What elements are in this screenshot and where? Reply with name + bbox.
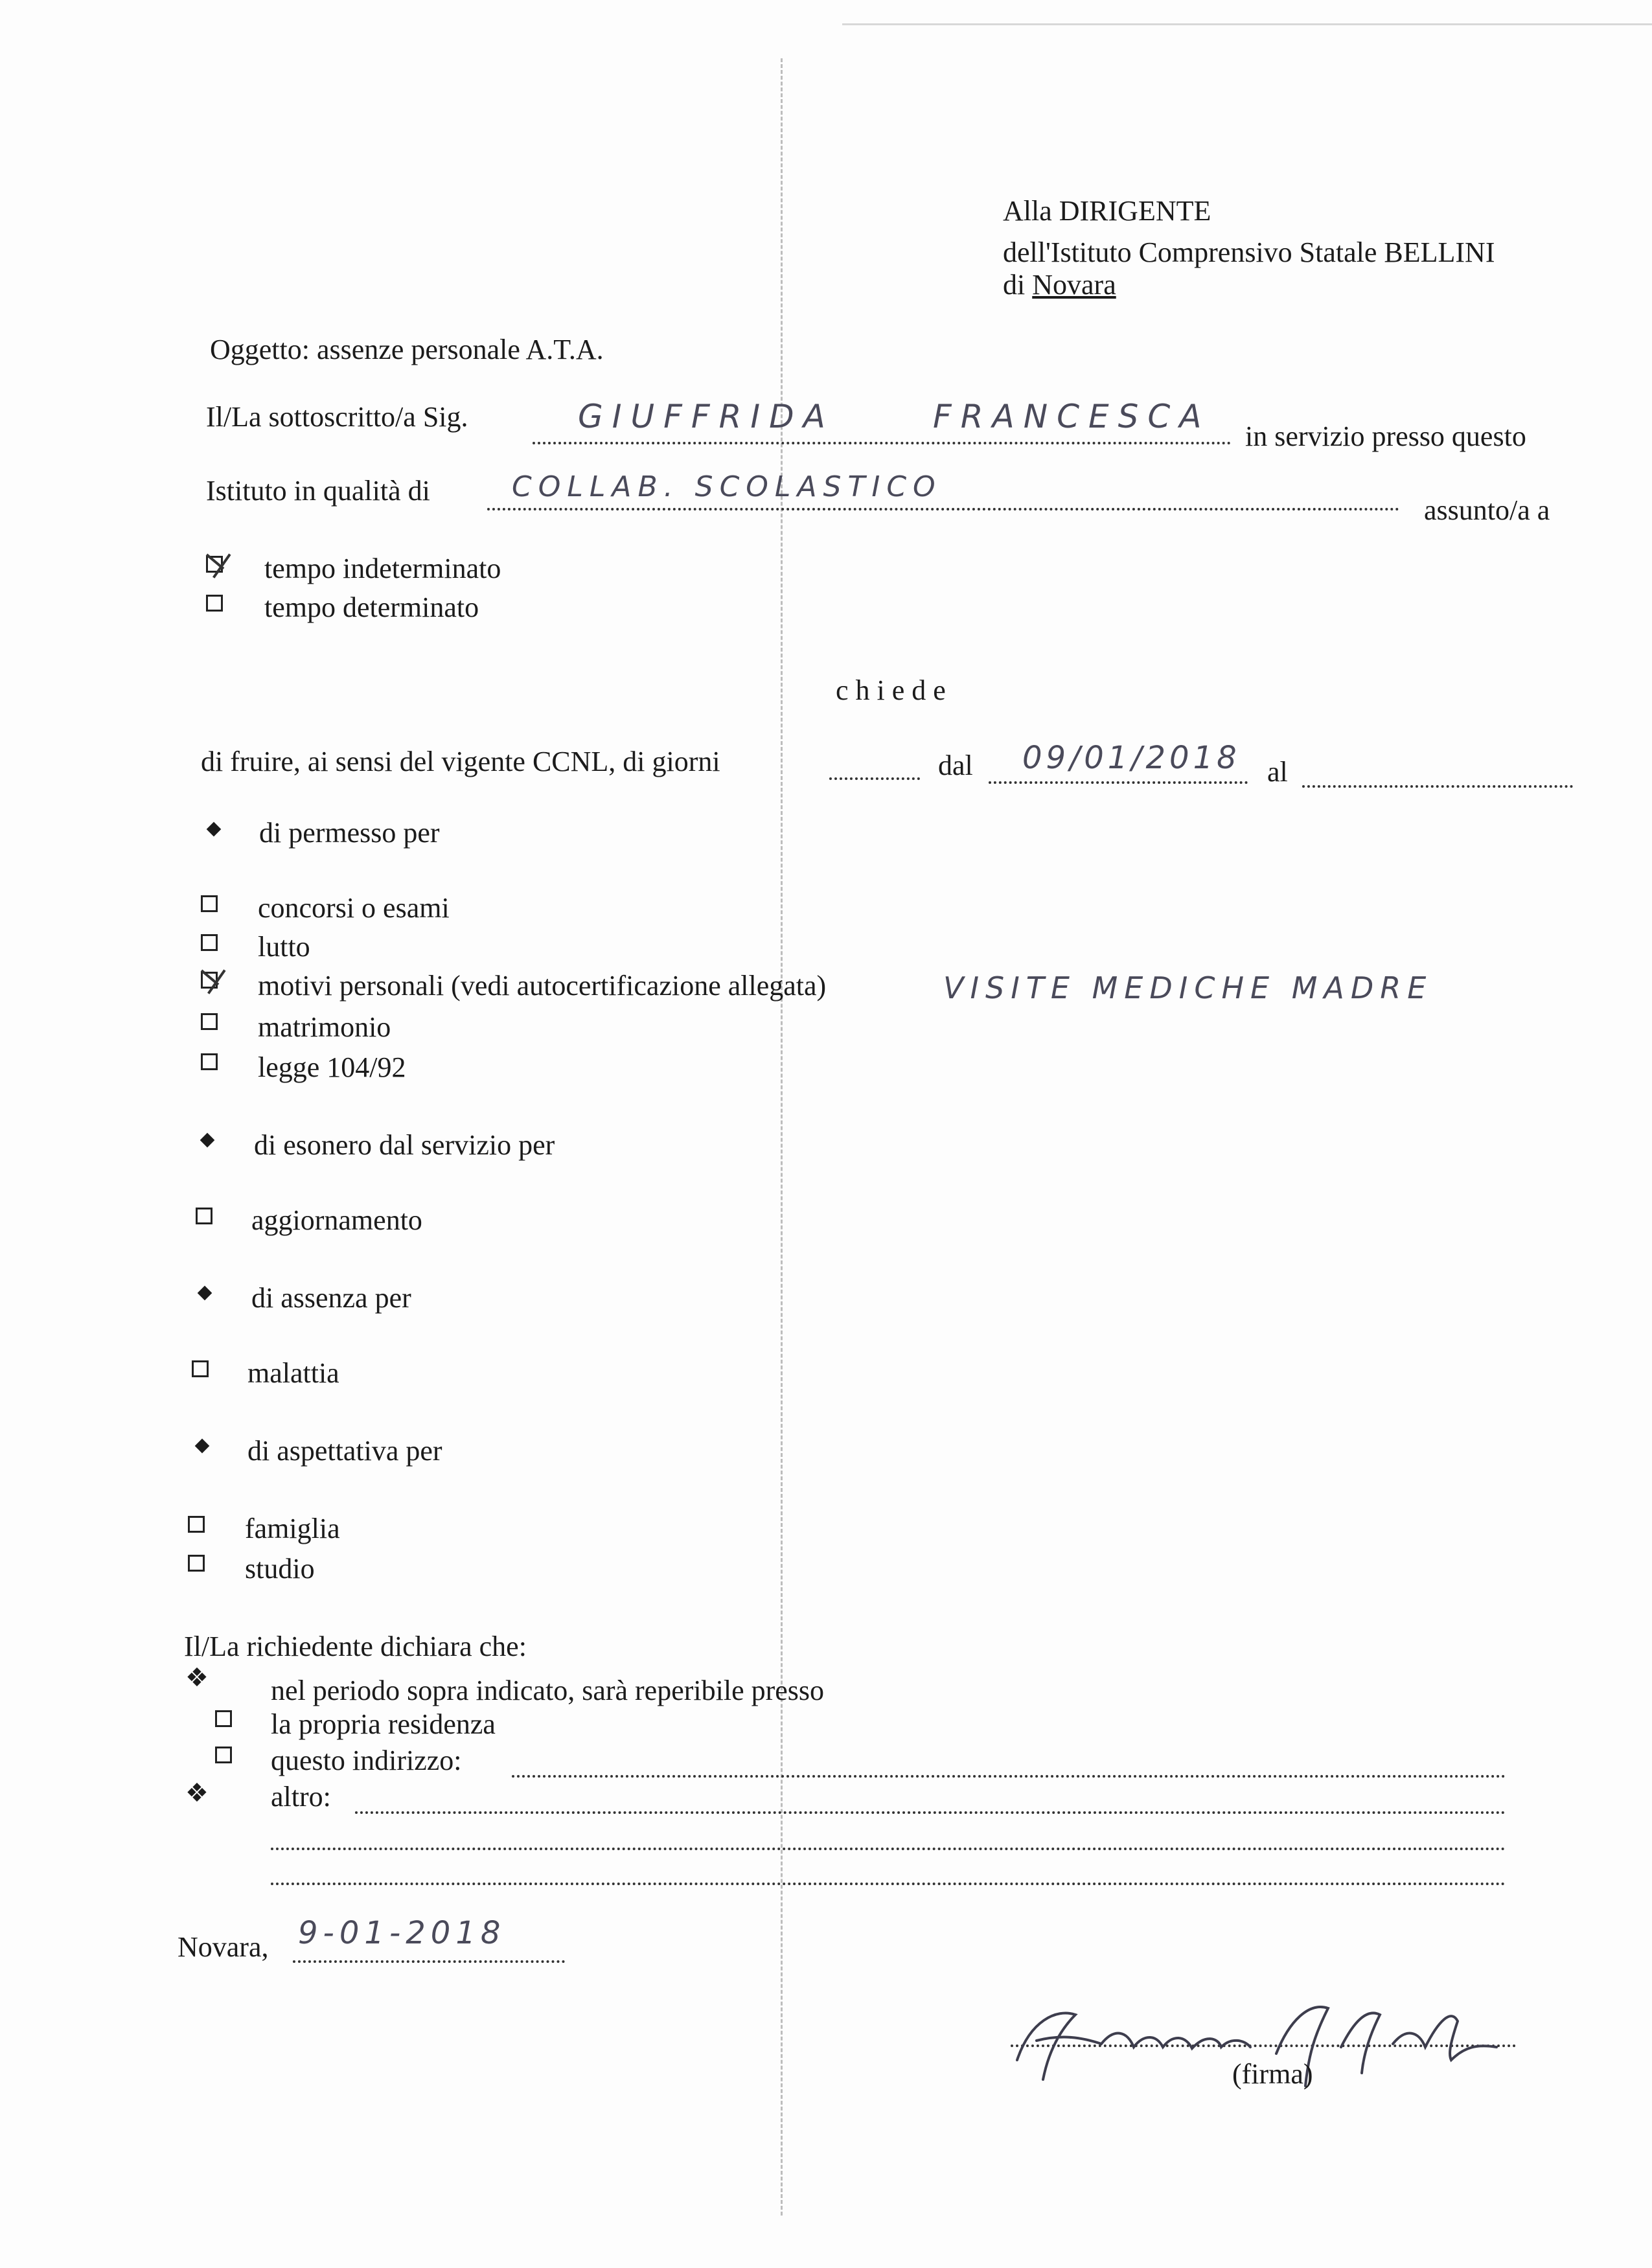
checkbox-tempo-determinato[interactable]	[206, 595, 223, 612]
esonero-title: di esonero dal servizio per	[254, 1129, 555, 1161]
label-lutto: lutto	[258, 931, 310, 963]
date-dotted-line	[293, 1960, 565, 1963]
dal-label: dal	[938, 750, 973, 781]
label-famiglia: famiglia	[245, 1513, 340, 1544]
bullet-fleuron-icon: ❖	[185, 1663, 209, 1693]
label-tempo-determinato: tempo determinato	[264, 591, 479, 623]
aspettativa-title: di aspettativa per	[247, 1435, 442, 1467]
al-dotted-line	[1302, 785, 1573, 788]
bullet-fleuron-icon: ❖	[185, 1778, 209, 1808]
label-concorsi: concorsi o esami	[258, 892, 450, 924]
motivo-note-handwritten: VISITE MEDICHE MADRE	[943, 970, 1433, 1005]
dichiarazione-title: Il/La richiedente dichiara che:	[184, 1631, 527, 1662]
fold-line	[781, 58, 783, 2216]
checkbox-propria-residenza[interactable]	[215, 1710, 232, 1727]
giorni-label: di fruire, ai sensi del vigente CCNL, di giorni	[201, 746, 720, 777]
checkbox-lutto[interactable]	[201, 934, 218, 951]
checkbox-studio[interactable]	[188, 1555, 205, 1572]
label-altro: altro:	[271, 1781, 331, 1813]
checkbox-malattia[interactable]	[192, 1360, 209, 1377]
name-first-handwritten: GIUFFRIDA	[578, 398, 834, 435]
label-propria-residenza: la propria residenza	[271, 1708, 496, 1740]
checkbox-questo-indirizzo[interactable]	[215, 1747, 232, 1763]
checkbox-motivi-personali[interactable]	[201, 972, 218, 989]
scan-edge-line	[842, 23, 1652, 25]
checkbox-matrimonio[interactable]	[201, 1013, 218, 1030]
checkbox-aggiornamento[interactable]	[196, 1208, 212, 1224]
bullet-diamond-icon	[207, 822, 222, 837]
assenza-title: di assenza per	[251, 1282, 411, 1314]
altro-dotted-line-1[interactable]	[355, 1811, 1506, 1814]
dal-dotted-line	[989, 781, 1248, 784]
permesso-title: di permesso per	[259, 817, 440, 849]
reperibile-label: nel periodo sopra indicato, sarà reperibile presso	[271, 1675, 825, 1706]
altro-dotted-line-2[interactable]	[271, 1848, 1506, 1850]
qualita-suffix: assunto/a a	[1424, 494, 1550, 526]
bullet-diamond-icon	[198, 1286, 212, 1301]
qualita-handwritten: COLLAB. SCOLASTICO	[512, 470, 942, 503]
label-tempo-indeterminato: tempo indeterminato	[264, 553, 501, 584]
bullet-diamond-icon	[195, 1439, 210, 1454]
name-last-handwritten: FRANCESCA	[933, 398, 1211, 435]
sottoscritto-suffix: in servizio presso questo	[1245, 420, 1526, 452]
subject: Oggetto: assenze personale A.T.A.	[210, 334, 604, 365]
sottoscritto-label: Il/La sottoscritto/a Sig.	[206, 401, 468, 433]
checkbox-concorsi[interactable]	[201, 895, 218, 912]
bullet-diamond-icon	[200, 1133, 215, 1148]
label-studio: studio	[245, 1553, 315, 1585]
label-motivi-personali: motivi personali (vedi autocertificazione allegata)	[258, 970, 827, 1002]
label-questo-indirizzo: questo indirizzo:	[271, 1745, 462, 1776]
footer-place: Novara,	[178, 1931, 269, 1963]
name-dotted-line	[533, 442, 1231, 444]
qualita-label: Istituto in qualità di	[206, 475, 430, 507]
firma-label: (firma)	[1232, 2058, 1313, 2090]
qualita-dotted-line	[487, 508, 1399, 510]
altro-dotted-line-3[interactable]	[271, 1883, 1506, 1885]
al-label: al	[1267, 756, 1288, 788]
indirizzo-dotted-line[interactable]	[512, 1775, 1506, 1778]
label-legge-104: legge 104/92	[258, 1051, 406, 1083]
checkbox-tempo-indeterminato[interactable]	[206, 556, 223, 573]
checkbox-legge-104[interactable]	[201, 1053, 218, 1070]
giorni-dotted-line	[829, 777, 920, 780]
footer-date-handwritten: 9-01-2018	[298, 1915, 506, 1951]
checkbox-famiglia[interactable]	[188, 1516, 205, 1533]
header-recipient: Alla DIRIGENTE	[1003, 195, 1211, 227]
header-institute: dell'Istituto Comprensivo Statale BELLINI	[1003, 236, 1495, 268]
label-matrimonio: matrimonio	[258, 1011, 391, 1043]
dal-date-handwritten: 09/01/2018	[1022, 740, 1241, 776]
label-malattia: malattia	[247, 1357, 339, 1389]
header-city: Novara	[1032, 269, 1116, 301]
header-city-line: di Novara	[1003, 269, 1116, 301]
label-aggiornamento: aggiornamento	[251, 1204, 422, 1236]
chiede-heading: c h i e d e	[836, 674, 946, 706]
